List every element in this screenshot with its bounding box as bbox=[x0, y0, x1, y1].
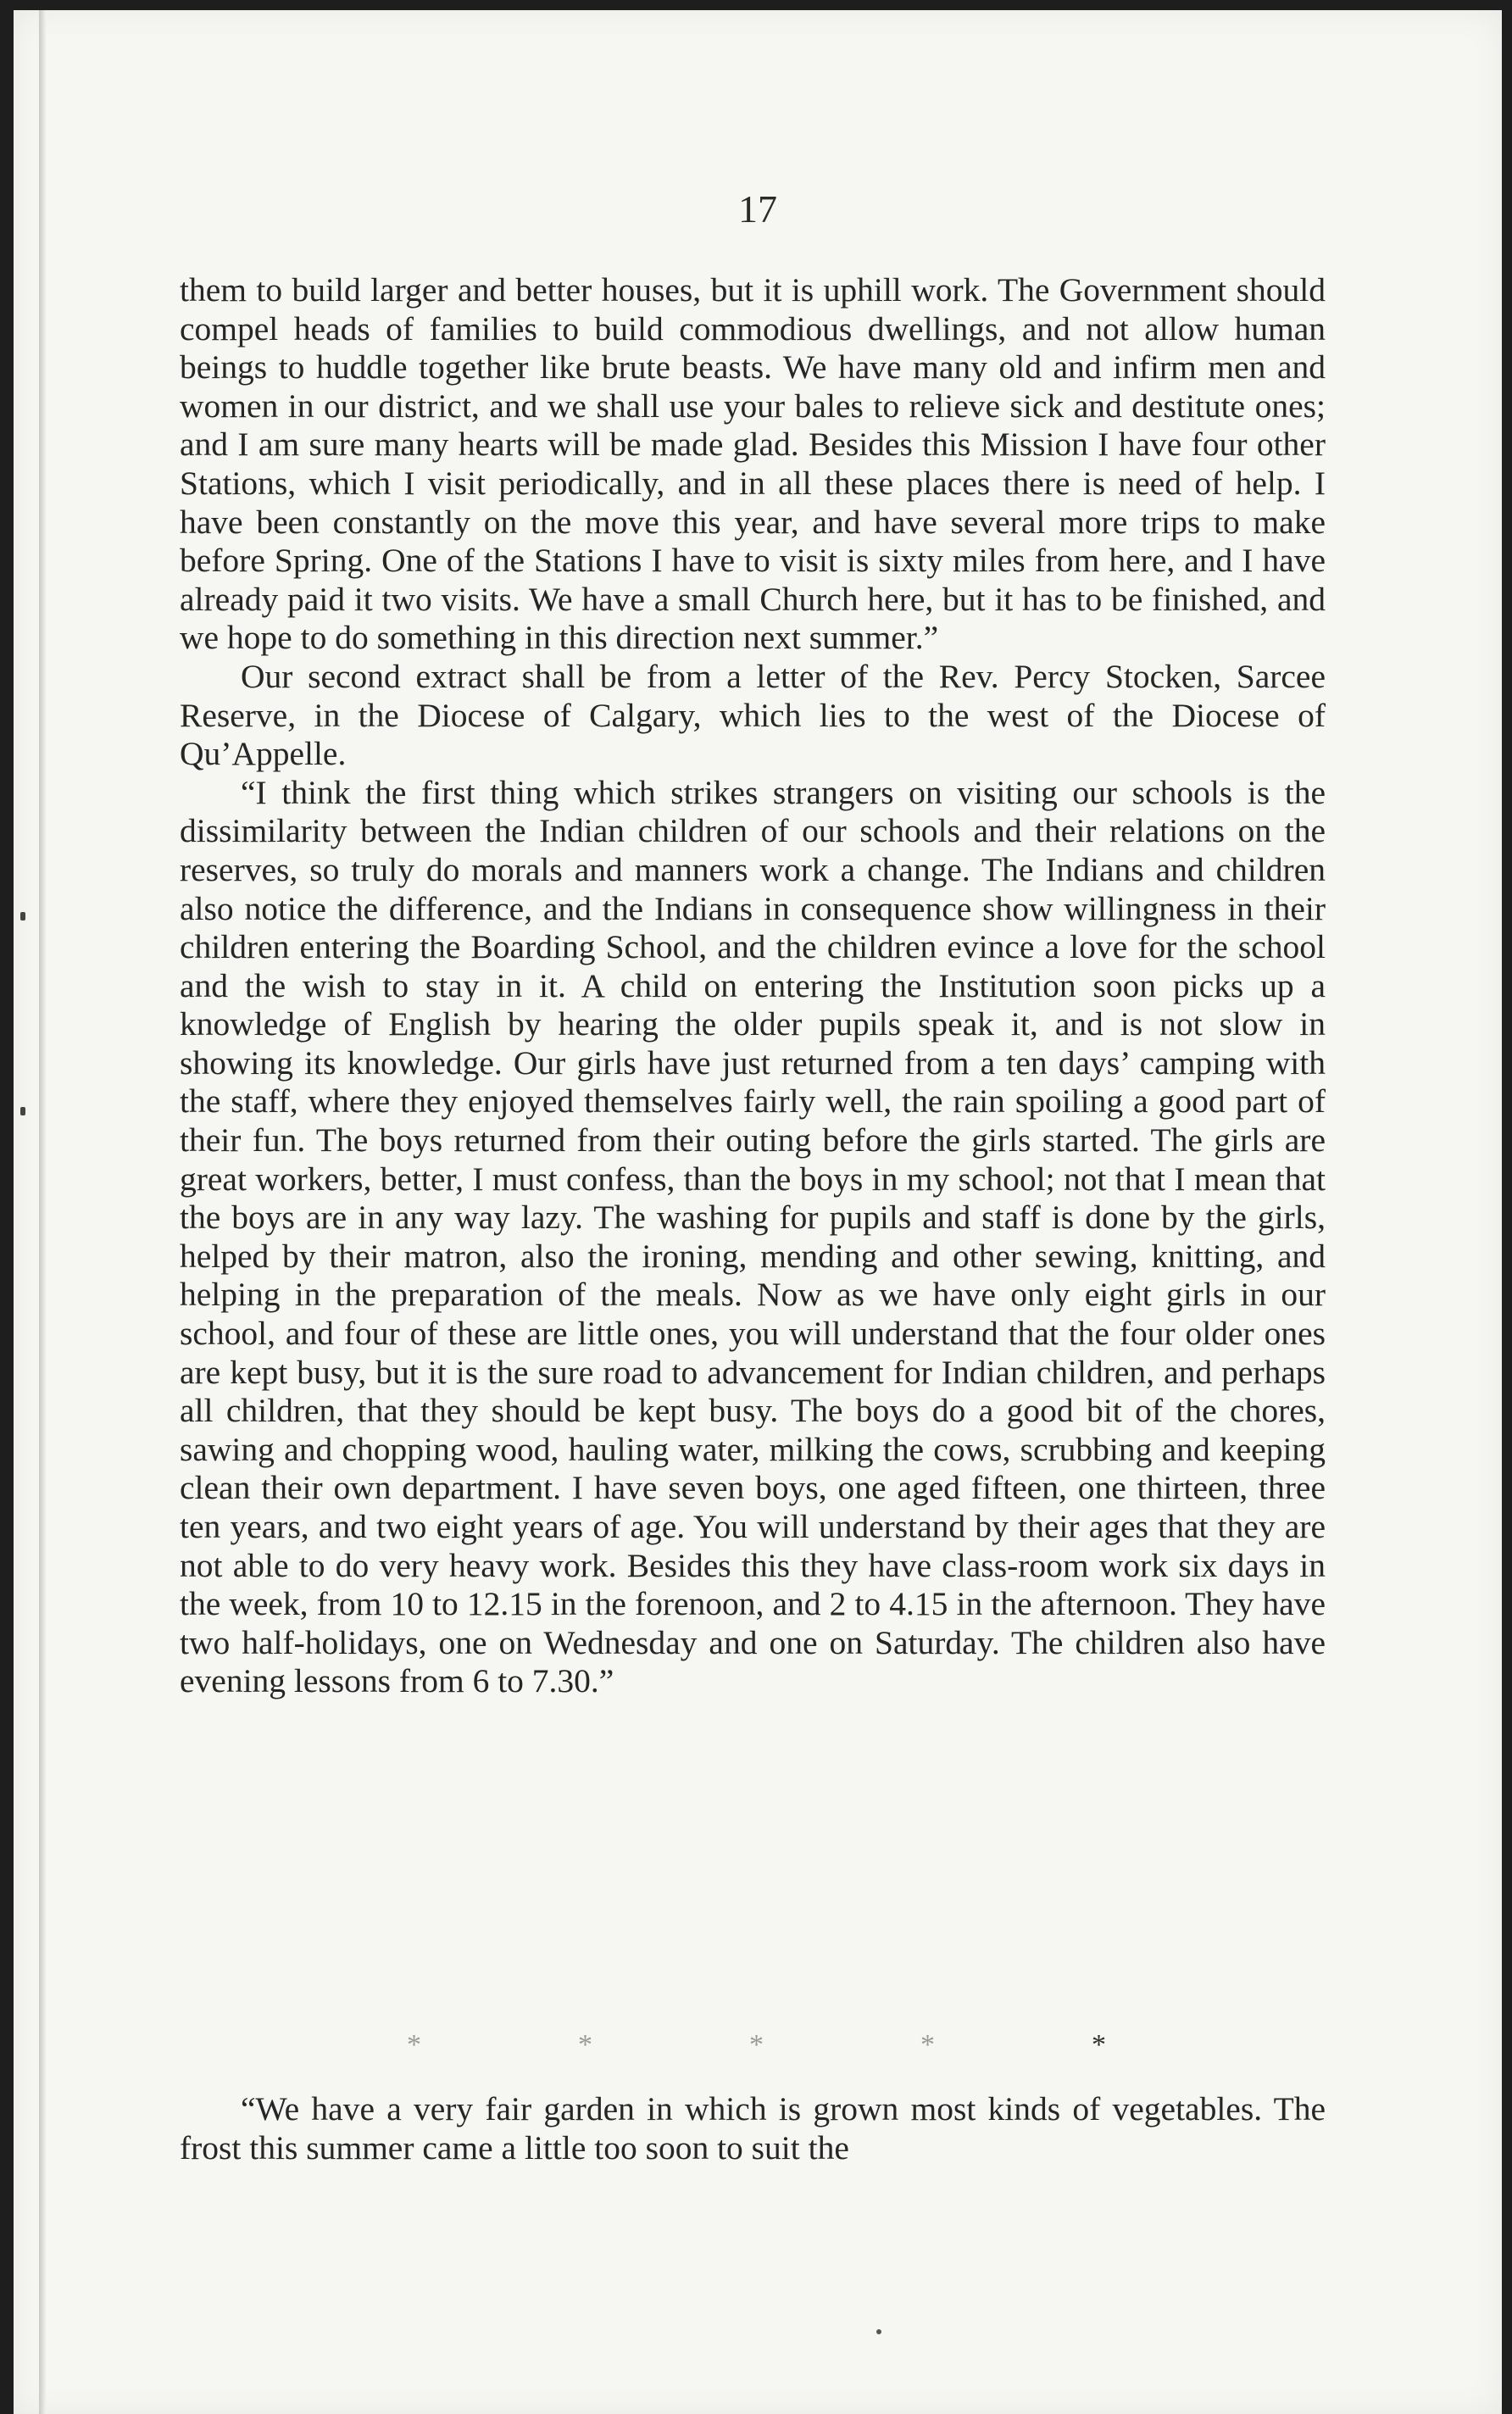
margin-mark bbox=[20, 912, 25, 921]
separator-star: * bbox=[749, 2029, 764, 2061]
page-number: 17 bbox=[738, 187, 777, 231]
separator-star: * bbox=[1092, 2029, 1106, 2061]
separator-star: * bbox=[407, 2029, 421, 2061]
page-gutter-edge bbox=[39, 10, 46, 2414]
separator-star: * bbox=[920, 2029, 935, 2061]
paper-speck bbox=[876, 2329, 881, 2334]
paragraph-second-extract-intro: Our second extract shall be from a letter of the Rev. Percy Stocken, Sarcee Reserve, in the Diocese of Calgary, which lies to the west of the Diocese of Qu’Appelle. bbox=[180, 657, 1326, 773]
separator-star: * bbox=[578, 2029, 592, 2061]
body-text-continued bbox=[180, 2090, 1326, 2167]
paragraph-stocken-letter: “I think the first thing which strikes strangers on visiting our schools is the dissimilarity between the Indian children of our schools and their relations on the reserves, so truly do morals and manners work a change. The Indians and children also notice the difference, and the Indians in consequence show willingness in their children entering the Boarding School, and the children evince a love for the school and the wish to stay in it. A child on entering the Institution soon picks up a knowledge of English by hearing the older pupils speak it, and is not slow in showing its knowledge. Our girls have just returned from a ten days’ camping with the staff, where they enjoyed themselves fairly well, the rain spoiling a good part of their fun. The boys returned from their outing before the girls started. The girls are great workers, better, I must confess, than the boys in my school; not that I mean that the boys are in any way lazy. The washing for pupils and staff is done by the girls, helped by their matron, also the ironing, mending and other sewing, knitting, and helping in the preparation of the meals. Now as we have only eight girls in our school, and four of these are little ones, you will understand that the four older ones are kept busy, but it is the sure road to advancement for Indian children, and perhaps all children, that they should be kept busy. The boys do a good bit of the chores, sawing and chopping wood, hauling water, milking the cows, scrubbing and keeping clean their own department. I have seven boys, one aged fifteen, one thirteen, three ten years, and two eight years of age. You will understand by their ages that they are not able to do very heavy work. Besides this they have class-room work six days in the week, from 10 to 12.15 in the forenoon, and 2 to 4.15 in the afternoon. They have two half-holidays, one on Wednesday and one on Saturday. The children also have evening lessons from 6 to 7.30.” bbox=[180, 773, 1326, 1700]
body-text bbox=[180, 271, 1326, 1701]
book-page bbox=[14, 10, 1502, 2414]
paragraph-letter-continuation: them to build larger and better houses, but it is uphill work. The Government should compel heads of families to build commodious dwellings, and not allow human beings to huddle together like brute beasts. We have many old and infirm men and women in our district, and we shall use your bales to relieve sick and destitute ones; and I am sure many hearts will be made glad. Besides this Mission I have four other Stations, which I visit periodically, and in all these places there is need of help. I have been constantly on the move this year, and have several more trips to make before Spring. One of the Stations I have to visit is sixty miles from here, and I have already paid it two visits. We have a small Church here, but it has to be finished, and we hope to do something in this direction next summer.” bbox=[180, 271, 1326, 657]
section-separator bbox=[180, 2029, 1326, 2063]
margin-mark bbox=[20, 1107, 25, 1115]
paragraph-garden: “We have a very fair garden in which is grown most kinds of vegetables. The frost this summer came a little too soon to suit the bbox=[180, 2090, 1326, 2166]
